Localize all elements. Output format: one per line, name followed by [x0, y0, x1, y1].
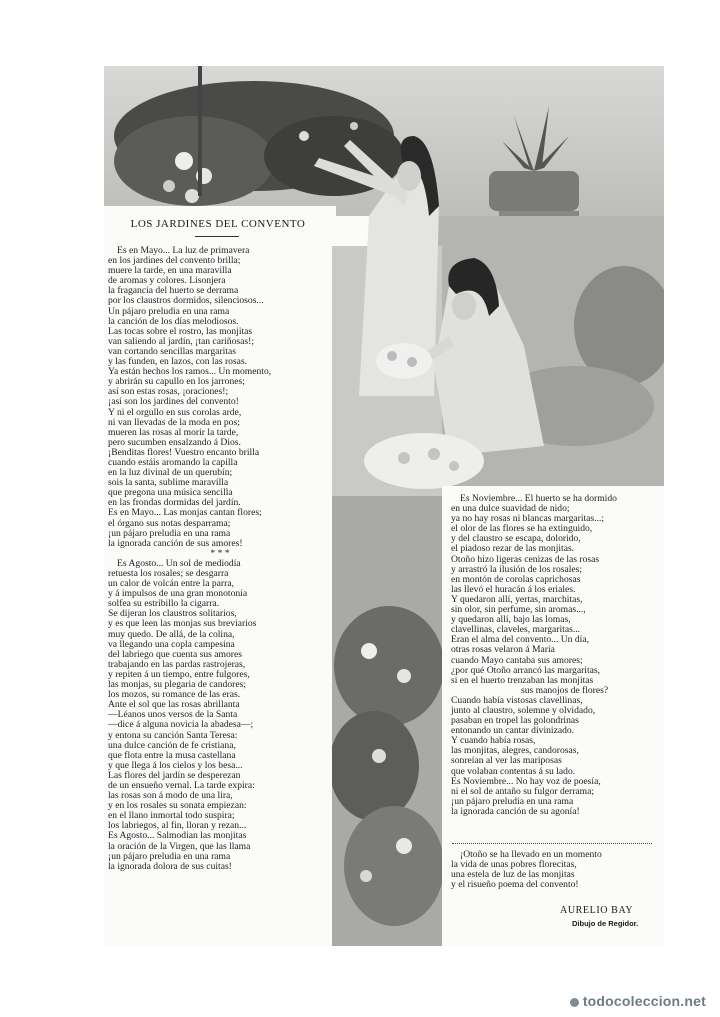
- poem-line: ¡Otoño se ha llevado en un momento: [460, 849, 602, 860]
- poem-line: ¿por qué Otoño arrancó las margaritas,: [451, 664, 601, 676]
- poem-line: Es Noviembre... No hay voz de poesía,: [451, 775, 601, 787]
- watermark-text: todocoleccion.net: [582, 993, 706, 1009]
- poem-line: Es en Mayo... Las monjas cantan flores;: [108, 507, 262, 519]
- watermark: [570, 993, 706, 1009]
- poem-line: las rosas son á modo de una lira,: [108, 790, 233, 802]
- poem-line: muere la tarde, en una maravilla: [108, 265, 232, 277]
- poem-line: sonreían al ver las mariposas: [451, 755, 562, 767]
- poem-line: y á impulsos de una gran monotonía: [108, 588, 248, 600]
- poem-line: Es Noviembre... El huerto se ha dormido: [460, 493, 617, 504]
- poem-line: ni el sol de antaño su fulgor derrama;: [451, 785, 595, 797]
- poem-line: * * *: [210, 547, 230, 559]
- poem-line: Eran el alma del convento... Un día,: [451, 634, 589, 646]
- poem-title: LOS JARDINES DEL CONVENTO: [130, 218, 306, 230]
- poem-line: del labriego que cuenta sus amores: [108, 648, 242, 660]
- poem-line: retuesta los rosales; se desgarra: [108, 568, 229, 579]
- poem-line: ¡un pájaro preludia en una rama: [108, 850, 231, 862]
- poem-line: en el llano inmortal todo suspira;: [108, 810, 235, 822]
- poem-line: las llevó el huracán á los eriales.: [451, 583, 576, 595]
- poem-line: un calor de volcán entre la parra,: [108, 578, 234, 590]
- poem-line: Ante el sol que las rosas abrillanta: [108, 699, 240, 711]
- poem-closing-stanza: [451, 850, 661, 890]
- poem-line: solfea su estribillo la cigarra.: [108, 598, 220, 610]
- poem-line: el piadoso rezar de las monjitas.: [451, 543, 575, 555]
- title-rule: [195, 236, 239, 237]
- poem-line: van saliendo al jardín, ¡tan cariñosas!;: [108, 335, 254, 347]
- poem-line: Es Agosto... Un sol de mediodía: [117, 557, 241, 569]
- poem-line: que volaban contentas á su lado.: [451, 765, 576, 777]
- poem-line: y quedaron allí, bajo las lomas,: [451, 614, 571, 626]
- poem-line: pasaban en tropel las golondrinas: [451, 715, 579, 727]
- poem-line: sois la santa, sublime maravilla: [108, 477, 229, 489]
- poem-line: si en el huerto trenzaban las monjitas: [451, 674, 594, 686]
- poem-line: la canción de los días melodiosos.: [108, 315, 239, 327]
- poem-line: la vida de unas pobres florecitas,: [451, 859, 577, 871]
- poem-line: y arrastró la ilusión de los rosales;: [451, 563, 583, 575]
- poem-line: y en los rosales su sonata empiezan:: [108, 800, 247, 812]
- poem-line: entonando un cantar divinizado.: [451, 725, 575, 737]
- poem-line: —Léanos unos versos de la Santa: [108, 709, 238, 721]
- poem-line: Es en Mayo... La luz de primavera: [117, 245, 250, 256]
- poem-line: de un ensueño vernal. La tarde expira:: [108, 779, 255, 791]
- poem-line: clavellinas, claveles, margaritas...: [451, 624, 581, 636]
- poem-line: así son estas rosas, ¡oraciones!;: [108, 386, 229, 398]
- poem-line: Y quedaron allí, yertas, marchitas,: [451, 593, 583, 605]
- poem-line: Cuando había vistosas clavellinas,: [451, 694, 583, 706]
- poem-line: ¡un pájaro preludia en una rama: [451, 795, 574, 807]
- poem-line: la ignorada dolora de sus cuitas!: [108, 860, 232, 872]
- poem-line: en los jardines del convento brilla;: [108, 255, 241, 267]
- poem-line: Es Agosto... Salmodian las monjitas: [108, 830, 247, 842]
- poem-line: las monjas, su plegaria de candores;: [108, 679, 246, 691]
- poem-line: en la luz divinal de un querubín;: [108, 467, 233, 479]
- poem-line: van cortando sencillas margaritas: [108, 345, 236, 357]
- watermark-logo-icon: [570, 998, 579, 1007]
- poem-line: ¡Benditas flores! Vuestro encanto brilla: [108, 446, 260, 458]
- poem-line: la ignorada canción de su agonía!: [451, 805, 580, 817]
- poem-line: en montón de corolas caprichosas: [451, 573, 581, 585]
- poem-line: ¡así son los jardines del convento!: [108, 396, 239, 408]
- dotted-separator: [452, 843, 652, 844]
- poem-line: Un pájaro preludia en una rama: [108, 305, 230, 317]
- author-signature: AURELIO BAY: [560, 905, 634, 916]
- poem-line: una estela de luz de las monjitas: [451, 869, 575, 881]
- poem-line: en las frondas dormidas del jardín.: [108, 497, 241, 509]
- poem-line: cuando Mayo cantaba sus amores;: [451, 654, 583, 666]
- poem-line: Se dijeran los claustros solitarios,: [108, 608, 237, 620]
- poem-left-column: [108, 246, 332, 872]
- poem-line: sin olor, sin perfume, sin aromas...,: [451, 604, 586, 616]
- poem-line: pero sucumben ensalzando á Dios.: [108, 436, 241, 448]
- poem-line: y abrirán su capullo en los jarrones;: [108, 376, 245, 388]
- poem-line: de aromas y colores. Lisonjera: [108, 275, 226, 287]
- poem-line: Y cuando había rosas,: [451, 735, 536, 747]
- poem-line: ¡un pájaro preludia en una rama: [108, 527, 231, 539]
- poem-line: que pregona una música sencilla: [108, 487, 233, 499]
- poem-line: y las funden, en lazos, con las rosas.: [108, 356, 248, 368]
- poem-line: Otoño hizo ligeras cenizas de las rosas: [451, 553, 600, 565]
- poem-line: Las flores del jardín se desperezan: [108, 769, 241, 781]
- poem-line: Las tocas sobre el rostro, las monjitas: [108, 325, 253, 337]
- poem-line: —dice á alguna novicia la abadesa—;: [108, 719, 254, 731]
- poem-line: y repiten á un tiempo, entre fulgores,: [108, 668, 250, 680]
- poem-right-column: [451, 494, 661, 817]
- poem-line: una dulce canción de fe cristiana,: [108, 739, 236, 751]
- poem-line: mueren las rosas al morir la tarde,: [108, 426, 239, 438]
- poem-line: que flota entre la musa castellana: [108, 749, 236, 761]
- poem-line: y el risueño poema del convento!: [451, 879, 579, 891]
- poem-line: el órgano sus notas desparrama;: [108, 517, 231, 529]
- poem-line: los mozos, su romance de las eras.: [108, 689, 241, 701]
- poem-line: y entona su canción Santa Teresa:: [108, 729, 238, 741]
- poem-line: otras rosas velaron á María: [451, 644, 555, 656]
- poem-line: las monjitas, alegres, candorosas,: [451, 745, 579, 757]
- poem-line: Y ni el orgullo en sus corolas arde,: [108, 406, 242, 418]
- poem-line: y del claustro se escapa, dolorido,: [451, 533, 581, 545]
- poem-line: junto al claustro, solemne y olvidado,: [451, 704, 596, 716]
- poem-line: la ignorada canción de sus amores!: [108, 537, 243, 549]
- poem-line: ni van llevadas de la moda en pos;: [108, 416, 240, 428]
- poem-line: por los claustros dormidos, silenciosos...: [108, 295, 264, 307]
- poem-line: en una dulce suavidad de nido;: [451, 503, 570, 515]
- poem-line: ya no hay rosas ni blancas margaritas...;: [451, 513, 605, 525]
- poem-line: la fragancia del huerto se derrama: [108, 285, 239, 297]
- poem-line: el olor de las flores se ha extinguido,: [451, 523, 593, 535]
- poem-line: trabajando en las pardas rastrojeras,: [108, 658, 246, 670]
- poem-line: Ya están hechos los ramos... Un momento,: [108, 366, 272, 378]
- poem-line: y es que leen las monjas sus breviarios: [108, 618, 257, 630]
- poem-line: la oración de la Virgen, que las llama: [108, 840, 251, 852]
- poem-line: muy quedo. De allá, de la colina,: [108, 628, 235, 640]
- poem-line: va llegando una copla campesina: [108, 638, 235, 650]
- poem-line: y que llega á los cielos y los besa...: [108, 759, 243, 771]
- poem-line: los labriegos, al fin, lloran y rezan...: [108, 820, 247, 832]
- poem-line: cuando estáis aromando la capilla: [108, 456, 238, 468]
- poem-line: sus manojos de flores?: [521, 684, 609, 696]
- illustration-credit: Dibujo de Regidor.: [572, 919, 639, 928]
